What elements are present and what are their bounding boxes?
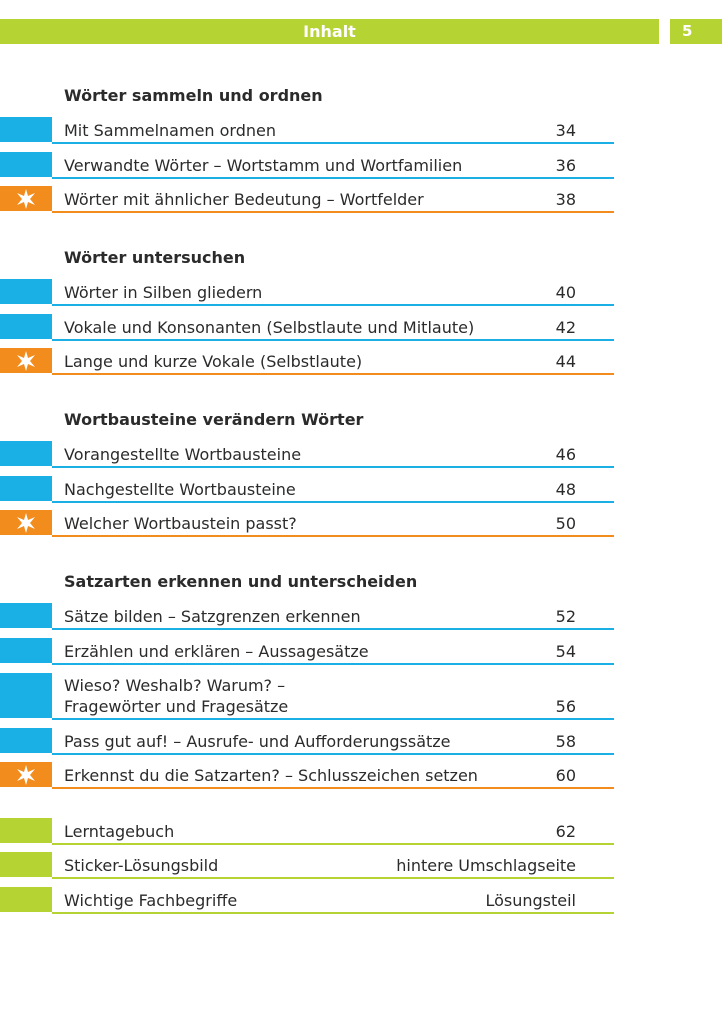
toc-entry-title: Mit Sammelnamen ordnen bbox=[64, 121, 276, 140]
chapter-marker bbox=[0, 279, 52, 304]
page-title: Inhalt bbox=[303, 22, 356, 41]
section-heading: Wortbausteine verändern Wörter bbox=[64, 410, 364, 429]
toc-entry-title: Vokale und Konsonanten (Selbstlaute und Mitlaute) bbox=[64, 318, 475, 337]
toc-entry[interactable] bbox=[0, 638, 614, 665]
star-icon bbox=[0, 762, 52, 787]
toc-entry-page: 52 bbox=[555, 607, 576, 626]
toc-entry[interactable] bbox=[0, 887, 614, 914]
toc-entry-title: Pass gut auf! – Ausrufe- und Aufforderungssätze bbox=[64, 732, 451, 751]
toc-entry-page: 36 bbox=[555, 156, 576, 175]
chapter-marker bbox=[0, 117, 52, 142]
toc-entry-title: Wörter in Silben gliedern bbox=[64, 283, 263, 302]
divider bbox=[52, 718, 614, 720]
toc-entry-page: 60 bbox=[555, 766, 576, 785]
chapter-marker bbox=[0, 603, 52, 628]
toc-entry[interactable] bbox=[0, 348, 614, 375]
star-icon bbox=[0, 348, 52, 373]
toc-entry-page: 38 bbox=[555, 190, 576, 209]
toc-entry-page: 62 bbox=[555, 822, 576, 841]
toc-entry[interactable] bbox=[0, 117, 614, 144]
divider bbox=[52, 912, 614, 914]
chapter-marker bbox=[0, 728, 52, 753]
toc-entry[interactable] bbox=[0, 279, 614, 306]
divider bbox=[52, 373, 614, 375]
divider bbox=[52, 501, 614, 503]
chapter-marker bbox=[0, 510, 52, 535]
toc-entry-title: Wörter mit ähnlicher Bedeutung – Wortfelder bbox=[64, 190, 424, 209]
toc-entry-page: hintere Umschlagseite bbox=[396, 856, 576, 875]
divider bbox=[52, 177, 614, 179]
toc-entry[interactable] bbox=[0, 728, 614, 755]
divider bbox=[52, 663, 614, 665]
divider bbox=[52, 535, 614, 537]
toc-entry-page: 56 bbox=[555, 697, 576, 716]
divider bbox=[52, 466, 614, 468]
section-heading: Wörter sammeln und ordnen bbox=[64, 86, 323, 105]
chapter-marker bbox=[0, 887, 52, 912]
toc-entry-title: Erzählen und erklären – Aussagesätze bbox=[64, 642, 369, 661]
toc-entry-title: Nachgestellte Wortbausteine bbox=[64, 480, 296, 499]
divider bbox=[52, 142, 614, 144]
chapter-marker bbox=[0, 348, 52, 373]
toc-entry[interactable] bbox=[0, 441, 614, 468]
divider bbox=[52, 211, 614, 213]
chapter-marker bbox=[0, 852, 52, 877]
toc-entry-title: Lange und kurze Vokale (Selbstlaute) bbox=[64, 352, 363, 371]
toc-entry-title: Sätze bilden – Satzgrenzen erkennen bbox=[64, 607, 361, 626]
toc-entry[interactable] bbox=[0, 603, 614, 630]
chapter-marker bbox=[0, 476, 52, 501]
chapter-marker bbox=[0, 186, 52, 211]
toc-entry-page: 58 bbox=[555, 732, 576, 751]
toc-entry[interactable] bbox=[0, 186, 614, 213]
toc-entry[interactable] bbox=[0, 476, 614, 503]
toc-entry-title-line1: Wieso? Weshalb? Warum? – bbox=[64, 676, 286, 695]
divider bbox=[52, 787, 614, 789]
divider bbox=[52, 753, 614, 755]
star-icon bbox=[0, 510, 52, 535]
toc-entry[interactable] bbox=[0, 314, 614, 341]
toc-entry[interactable] bbox=[0, 852, 614, 879]
toc-entry-title: Vorangestellte Wortbausteine bbox=[64, 445, 302, 464]
toc-entry[interactable] bbox=[0, 818, 614, 845]
toc-entry-title: Fragewörter und Fragesätze bbox=[64, 697, 289, 716]
toc-entry-page: Lösungsteil bbox=[485, 891, 576, 910]
toc-entry-page: 34 bbox=[555, 121, 576, 140]
divider bbox=[52, 628, 614, 630]
chapter-marker bbox=[0, 673, 52, 718]
divider bbox=[52, 843, 614, 845]
toc-entry-page: 40 bbox=[555, 283, 576, 302]
section-heading: Satzarten erkennen und unterscheiden bbox=[64, 572, 418, 591]
toc-entry-page: 54 bbox=[555, 642, 576, 661]
toc-entry-title: Lerntagebuch bbox=[64, 822, 175, 841]
toc-entry[interactable] bbox=[0, 152, 614, 179]
toc-entry-title: Welcher Wortbaustein passt? bbox=[64, 514, 297, 533]
toc-entry-title: Sticker-Lösungsbild bbox=[64, 856, 219, 875]
chapter-marker bbox=[0, 818, 52, 843]
toc-entry-title: Verwandte Wörter – Wortstamm und Wortfamilien bbox=[64, 156, 463, 175]
toc-entry-page: 44 bbox=[555, 352, 576, 371]
toc-entry[interactable] bbox=[0, 510, 614, 537]
toc-entry-page: 46 bbox=[555, 445, 576, 464]
toc-entry[interactable] bbox=[0, 673, 614, 720]
divider bbox=[52, 339, 614, 341]
chapter-marker bbox=[0, 638, 52, 663]
divider bbox=[52, 304, 614, 306]
chapter-marker bbox=[0, 314, 52, 339]
page-number: 5 bbox=[670, 19, 722, 44]
chapter-marker bbox=[0, 762, 52, 787]
toc-entry[interactable] bbox=[0, 762, 614, 789]
toc-entry-title: Wichtige Fachbegriffe bbox=[64, 891, 238, 910]
section-heading: Wörter untersuchen bbox=[64, 248, 246, 267]
toc-entry-page: 48 bbox=[555, 480, 576, 499]
toc-entry-title: Erkennst du die Satzarten? – Schlusszeichen setzen bbox=[64, 766, 478, 785]
chapter-marker bbox=[0, 441, 52, 466]
chapter-marker bbox=[0, 152, 52, 177]
toc-entry-page: 50 bbox=[555, 514, 576, 533]
toc-entry-page: 42 bbox=[555, 318, 576, 337]
star-icon bbox=[0, 186, 52, 211]
divider bbox=[52, 877, 614, 879]
